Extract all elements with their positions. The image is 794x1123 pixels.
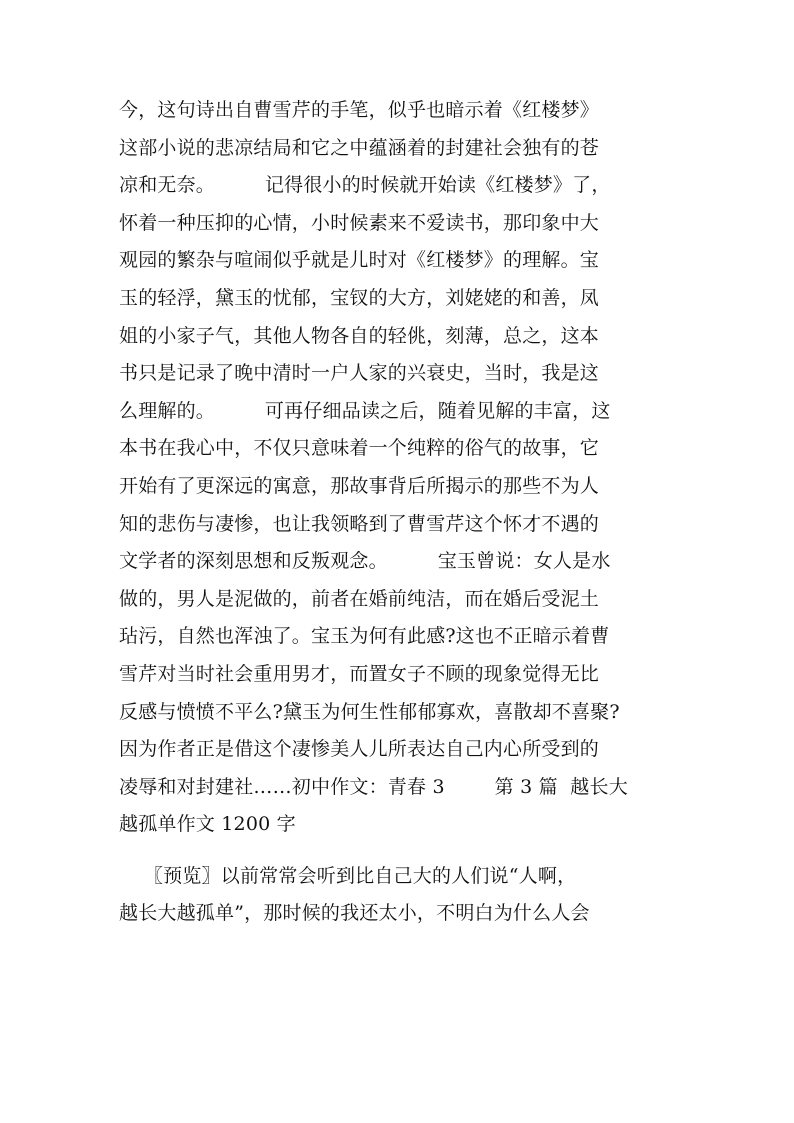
text-line: 凉和无奈。 记得很小的时候就开始读《红楼梦》了， — [119, 174, 611, 197]
text-line: 书只是记录了晚中清时一户人家的兴衰史，当时，我是这 — [119, 362, 600, 385]
text-line: 怀着一种压抑的心情，小时候素来不爱读书，那印象中大 — [119, 211, 600, 234]
text-line: 做的，男人是泥做的，前者在婚前纯洁，而在婚后受泥土 — [119, 587, 600, 610]
body-text — [119, 92, 699, 933]
text-line: 观园的繁杂与喧闹似乎就是儿时对《红楼梦》的理解。宝 — [119, 249, 600, 272]
text-line: 反感与愤愤不平么?黛玉为何生性郁郁寡欢，喜散却不喜聚? — [119, 700, 620, 723]
text-line: 玷污，自然也浑浊了。宝玉为何有此感?这也不正暗示着曹 — [119, 625, 610, 648]
text-line: 今，这句诗出自曹雪芹的手笔，似乎也暗示着《红楼梦》 — [119, 99, 600, 121]
text-line: 越孤单作文 1200 字 — [119, 813, 296, 836]
text-line: 知的悲伤与凄惨，也让我领略到了曹雪芹这个怀才不遇的 — [119, 512, 600, 535]
text-line: 开始有了更深远的寓意，那故事背后所揭示的那些不为人 — [119, 474, 600, 497]
text-line: 姐的小家子气，其他人物各自的轻佻，刻薄，总之，这本 — [119, 324, 600, 347]
preview-line: 〖预览〗以前常常会听到比自己大的人们说“人啊， — [119, 864, 577, 887]
paragraph-gap — [119, 844, 699, 858]
text-line: 么理解的。 可再仔细品读之后，随着见解的丰富，这 — [119, 399, 611, 422]
text-line: 玉的轻浮，黛玉的忧郁，宝钗的大方，刘姥姥的和善，凤 — [119, 286, 600, 309]
text-line: 凌辱和对封建社……初中作文：青春 3 第 3 篇 越长大 — [119, 775, 628, 798]
preview-line: 越长大越孤单”，那时候的我还太小，不明白为什么人会 — [119, 902, 590, 925]
text-line: 雪芹对当时社会重用男才，而置女子不顾的现象觉得无比 — [119, 662, 600, 685]
text-line: 这部小说的悲凉结局和它之中蕴涵着的封建社会独有的苍 — [119, 136, 600, 159]
text-line: 本书在我心中，不仅只意味着一个纯粹的俗气的故事，它 — [119, 437, 600, 460]
text-line: 文学者的深刻思想和反叛观念。 宝玉曾说：女人是水 — [119, 550, 611, 573]
text-line: 因为作者正是借这个凄惨美人儿所表达自己内心所受到的 — [119, 738, 600, 761]
